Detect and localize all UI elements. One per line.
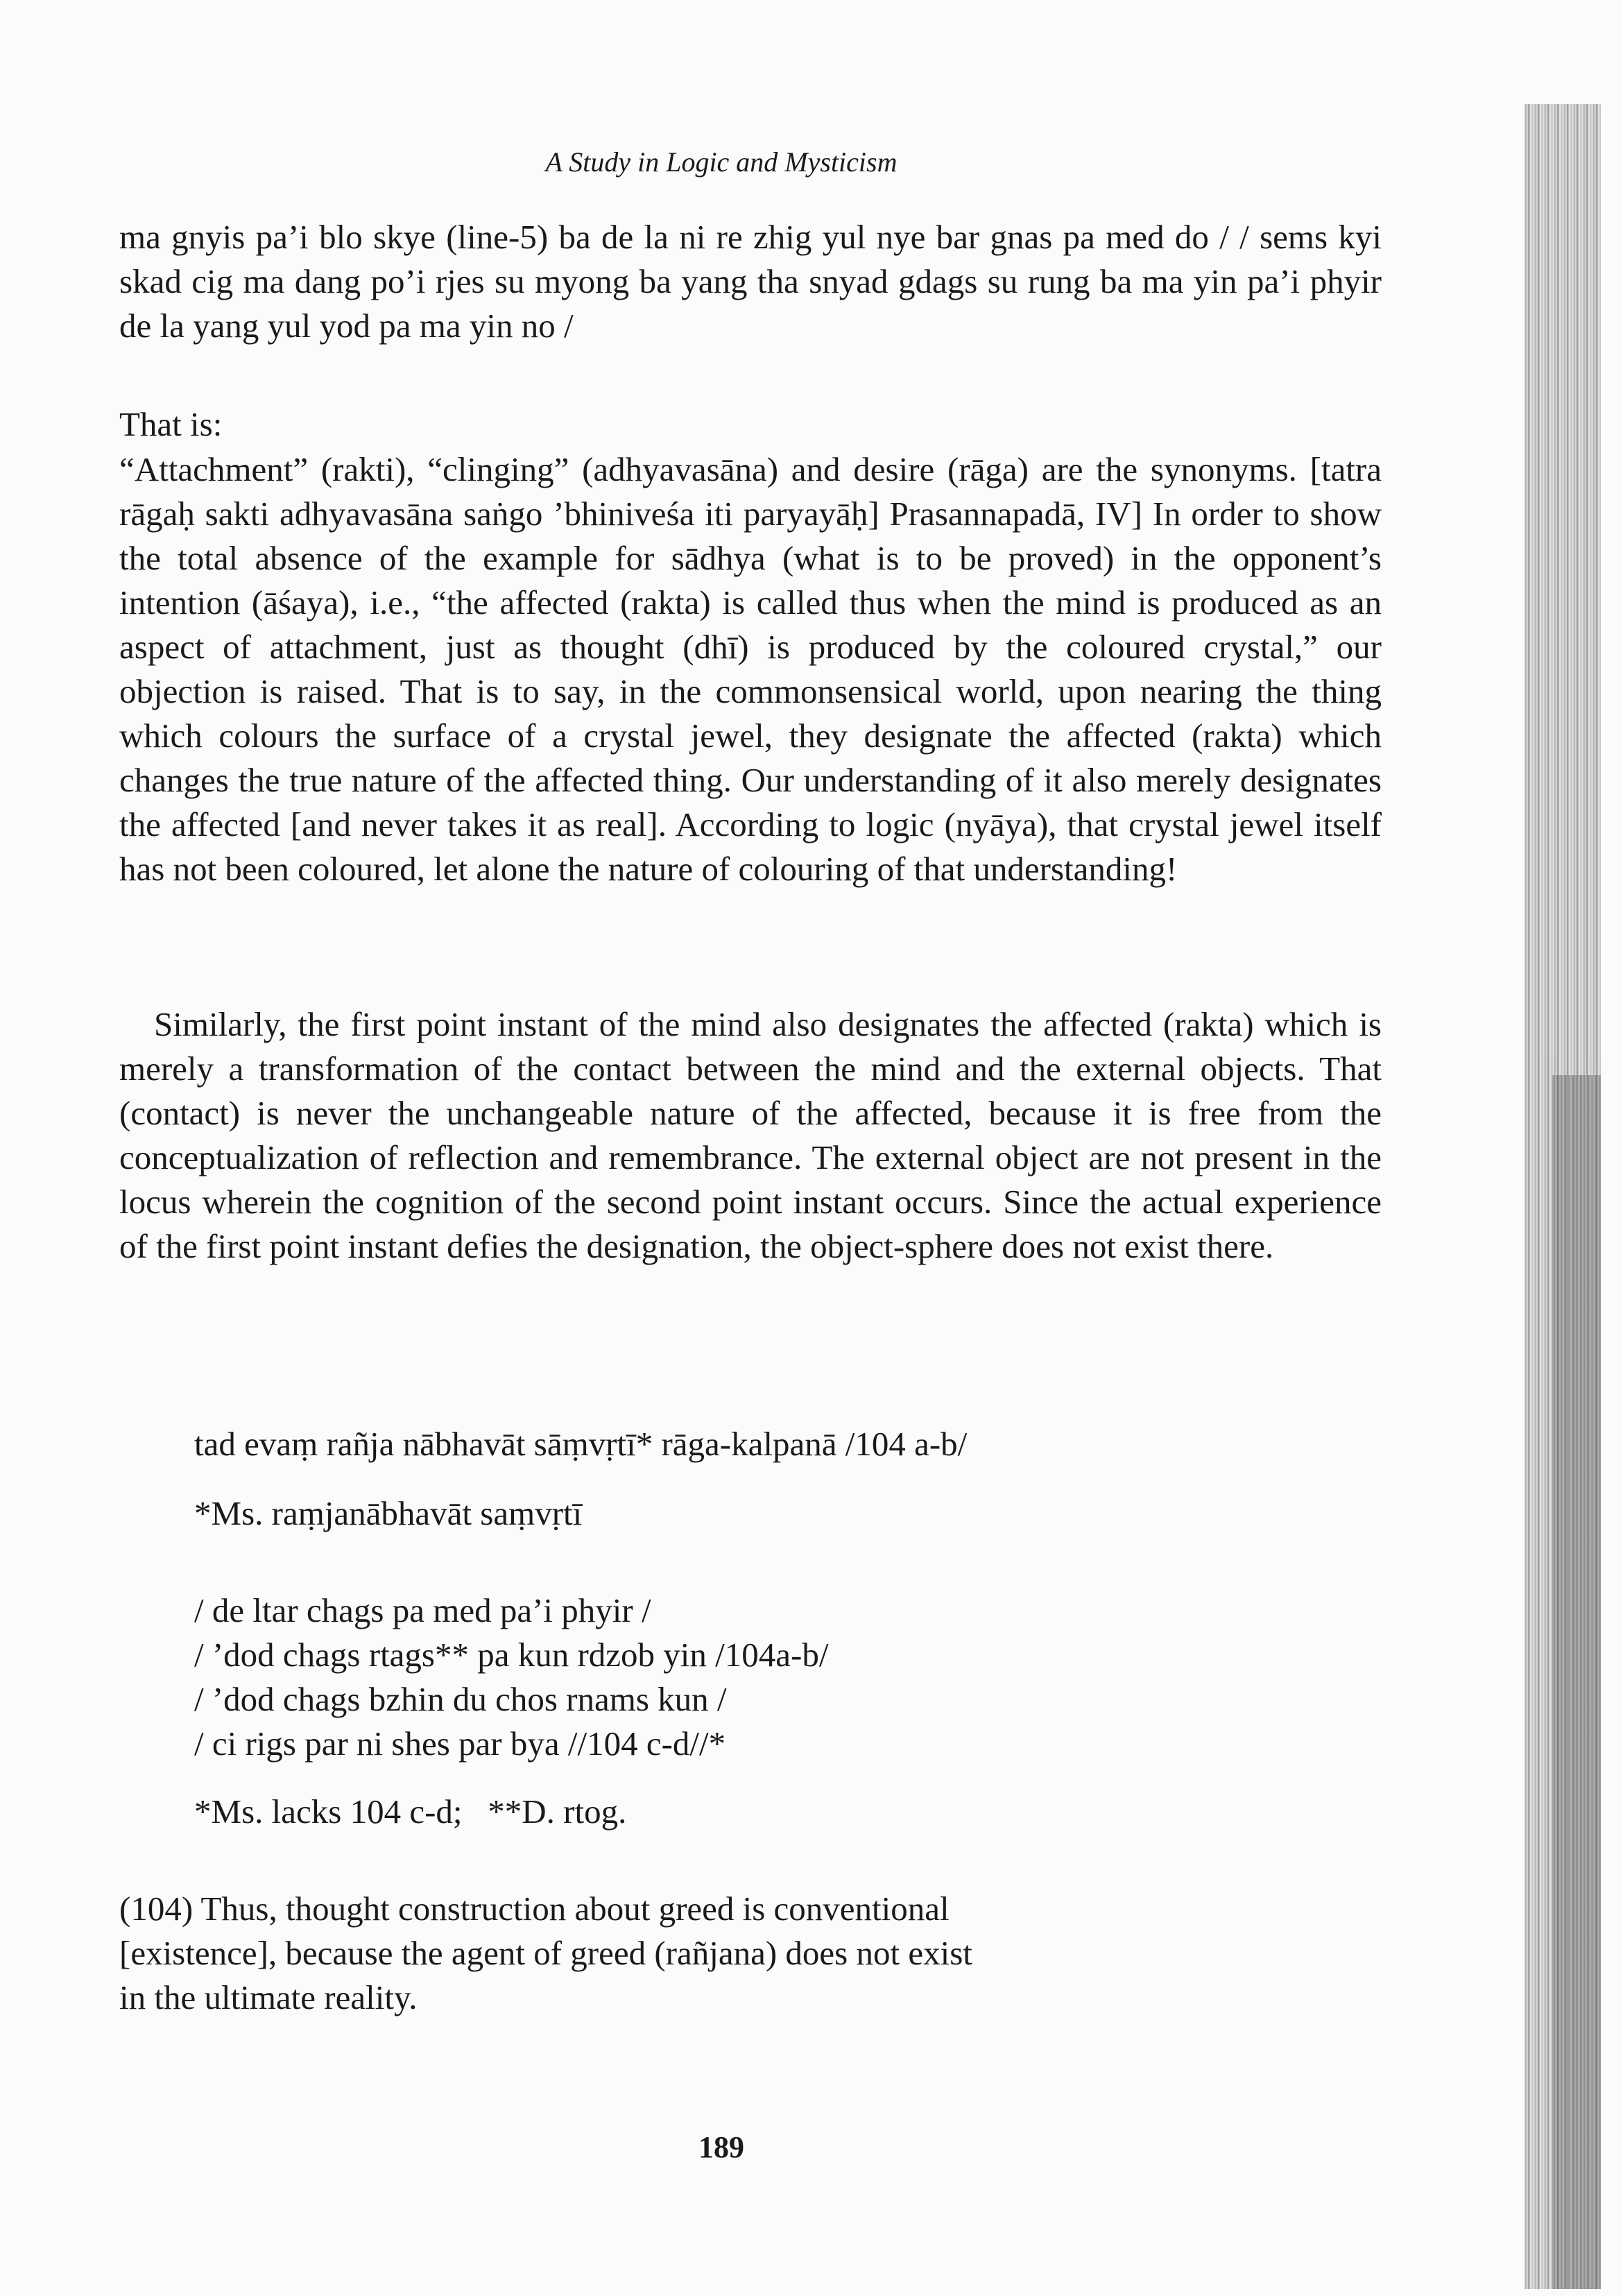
translation-paragraph-2: Similarly, the first point instant of the mind also designates the affected (rakta) which is merely a transformation of the contact between the mind and the external objects. That (contact) is never the unchangeable nature of the affected, because it is free from the conceptualization of reflection and remembrance. The external object are not present in the locus wherein the cognition of the second point instant occurs. Since the actual experience of the first point instant defies the designation, the object-sphere does not exist there. bbox=[119, 1005, 1382, 1265]
that-is-block bbox=[119, 402, 1382, 447]
that-is-label: That is: bbox=[119, 405, 223, 443]
tibetan-verse-block bbox=[194, 1588, 1373, 1766]
tibetan-note: *Ms. lacks 104 c-d; **D. rtog. bbox=[194, 1792, 627, 1831]
sanskrit-verse: tad evaṃ rañja nābhavāt sāṃvṛtī* rāga-kalpanā /104 a-b/ bbox=[194, 1425, 968, 1463]
tibetan-verse-line: / ci rigs par ni shes par bya //104 c-d//* bbox=[194, 1724, 726, 1763]
running-head: A Study in Logic and Mysticism bbox=[545, 146, 898, 178]
binding-edge-scan bbox=[1525, 104, 1601, 2289]
tibetan-note-block bbox=[194, 1790, 1373, 1834]
sanskrit-note-block bbox=[194, 1491, 1373, 1536]
tibetan-verse-line: / de ltar chags pa med pa’i phyir / bbox=[194, 1591, 651, 1629]
tibetan-passage: ma gnyis pa’i blo skye (line-5) ba de la ni re zhig yul nye bar gnas pa med do / / sems kyi skad cig ma dang po’i rjes su myong ba yang tha snyad gdags su rung ba ma yin pa’i phyir de la yang yul yod pa ma yin no / bbox=[119, 218, 1382, 345]
translation-block bbox=[119, 447, 1382, 891]
translation-block-2 bbox=[119, 1002, 1382, 1269]
sanskrit-verse-block bbox=[194, 1422, 1373, 1466]
tibetan-verse-line: / ’dod chags rtags** pa kun rdzob yin /104a-b/ bbox=[194, 1636, 829, 1674]
translation-paragraph-1: “Attachment” (rakti), “clinging” (adhyavasāna) and desire (rāga) are the synonyms. [tatra rāgaḥ sakti adhyavasāna saṅgo ’bhiniveśa iti paryayāḥ] Prasannapadā, IV] In order to show the total absence of the example for sādhya (what is to be proved) in the opponent’s intention (āśaya), i.e., “the affected (rakta) is called thus when the mind is produced as an aspect of attachment, just as thought (dhī) is produced by the coloured crystal,” our objection is raised. That is to say, in the commonsensical world, upon nearing the thing which colours the surface of a crystal jewel, they designate the affected (rakta) which changes the true nature of the affected thing. Our understanding of it also merely designates the affected [and never takes it as real]. According to logic (nyāya), that crystal jewel itself has not been coloured, let alone the nature of colouring of that understanding! bbox=[119, 450, 1382, 888]
verse-translation: (104) Thus, thought construction about greed is conventional [existence], because the agent of greed (rañjana) does not exist in the ultimate reality. bbox=[119, 1890, 972, 2016]
sanskrit-note: *Ms. raṃjanābhavāt saṃvṛtī bbox=[194, 1494, 583, 1532]
tibetan-passage-block bbox=[119, 215, 1382, 348]
page-number: 189 bbox=[698, 2130, 744, 2164]
tibetan-verse-line: / ’dod chags bzhin du chos rnams kun / bbox=[194, 1680, 727, 1718]
verse-translation-block bbox=[119, 1887, 979, 2020]
